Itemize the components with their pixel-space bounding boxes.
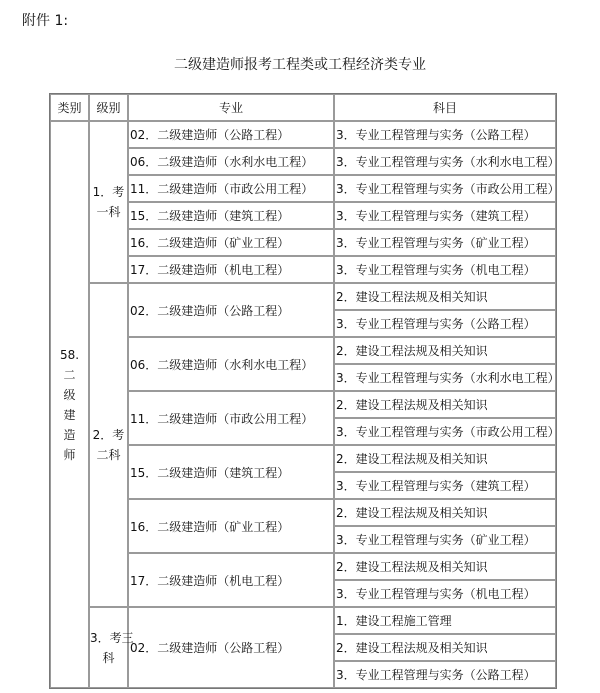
level-text: 3．考三 [90, 630, 134, 645]
major-cell: 11．二级建造师（市政公用工程） [128, 391, 334, 445]
table-row [50, 607, 556, 634]
major-cell: 17．二级建造师（机电工程） [128, 256, 334, 283]
major-cell: 15．二级建造师（建筑工程） [128, 202, 334, 229]
subject-cell: 3．专业工程管理与实务（建筑工程） [334, 202, 556, 229]
subject-cell: 3．专业工程管理与实务（水利水电工程） [334, 364, 556, 391]
exam-subject-table [49, 93, 560, 689]
table-row [50, 283, 556, 310]
subject-cell: 2．建设工程法规及相关知识 [334, 634, 556, 661]
subject-cell: 3．专业工程管理与实务（公路工程） [334, 121, 556, 148]
subject-cell: 2．建设工程法规及相关知识 [334, 283, 556, 310]
major-cell: 11．二级建造师（市政公用工程） [128, 175, 334, 202]
subject-cell: 2．建设工程法规及相关知识 [334, 499, 556, 526]
category-text: 建 [63, 407, 76, 422]
level-text: 科 [102, 650, 115, 665]
category-text: 二 [63, 367, 76, 382]
subject-cell: 3．专业工程管理与实务（水利水电工程） [334, 148, 556, 175]
level-text: 2．考 [92, 428, 125, 442]
subject-cell: 2．建设工程法规及相关知识 [334, 391, 556, 418]
table-body [50, 121, 560, 688]
level-cell [89, 283, 128, 607]
header-category: 类别 [50, 94, 89, 121]
major-cell: 02．二级建造师（公路工程） [128, 121, 334, 148]
subject-cell: 3．专业工程管理与实务（机电工程） [334, 580, 556, 607]
subject-cell: 3．专业工程管理与实务（矿业工程） [334, 526, 556, 553]
subject-cell: 3．专业工程管理与实务（建筑工程） [334, 472, 556, 499]
level-text: 二科 [96, 448, 121, 462]
major-cell: 17．二级建造师（机电工程） [128, 553, 334, 607]
subject-cell: 3．专业工程管理与实务（市政公用工程） [334, 418, 556, 445]
subject-cell: 1．建设工程施工管理 [334, 607, 556, 634]
subject-cell: 2．建设工程法规及相关知识 [334, 553, 556, 580]
level-text: 一科 [96, 205, 121, 219]
major-cell: 06．二级建造师（水利水电工程） [128, 337, 334, 391]
header-subject: 科目 [334, 94, 556, 121]
major-cell: 02．二级建造师（公路工程） [128, 283, 334, 337]
header-level: 级别 [89, 94, 128, 121]
category-text: 造 [63, 427, 76, 442]
category-text: 58. [59, 347, 80, 362]
level-cell [89, 607, 134, 688]
subject-cell: 3．专业工程管理与实务（公路工程） [334, 661, 556, 688]
major-cell: 15．二级建造师（建筑工程） [128, 445, 334, 499]
major-cell: 02．二级建造师（公路工程） [128, 607, 334, 688]
subject-cell: 3．专业工程管理与实务（矿业工程） [334, 229, 556, 256]
header-major: 专业 [128, 94, 334, 121]
subject-cell: 2．建设工程法规及相关知识 [334, 337, 556, 364]
table-row [50, 121, 556, 148]
table-header-row [50, 94, 556, 121]
category-text: 级 [63, 387, 76, 402]
level-text: 1．考 [92, 185, 125, 199]
major-cell: 16．二级建造师（矿业工程） [128, 229, 334, 256]
subject-cell: 2．建设工程法规及相关知识 [334, 445, 556, 472]
level-cell [89, 121, 128, 283]
category-cell [50, 121, 89, 688]
attachment-label: 附件 1: [22, 13, 69, 29]
category-text: 师 [63, 447, 76, 462]
subject-cell: 3．专业工程管理与实务（公路工程） [334, 310, 556, 337]
major-cell: 06．二级建造师（水利水电工程） [128, 148, 334, 175]
subject-cell: 3．专业工程管理与实务（机电工程） [334, 256, 556, 283]
subject-cell: 3．专业工程管理与实务（市政公用工程） [334, 175, 556, 202]
document-title: 二级建造师报考工程类或工程经济类专业 [174, 57, 426, 73]
major-cell: 16．二级建造师（矿业工程） [128, 499, 334, 553]
